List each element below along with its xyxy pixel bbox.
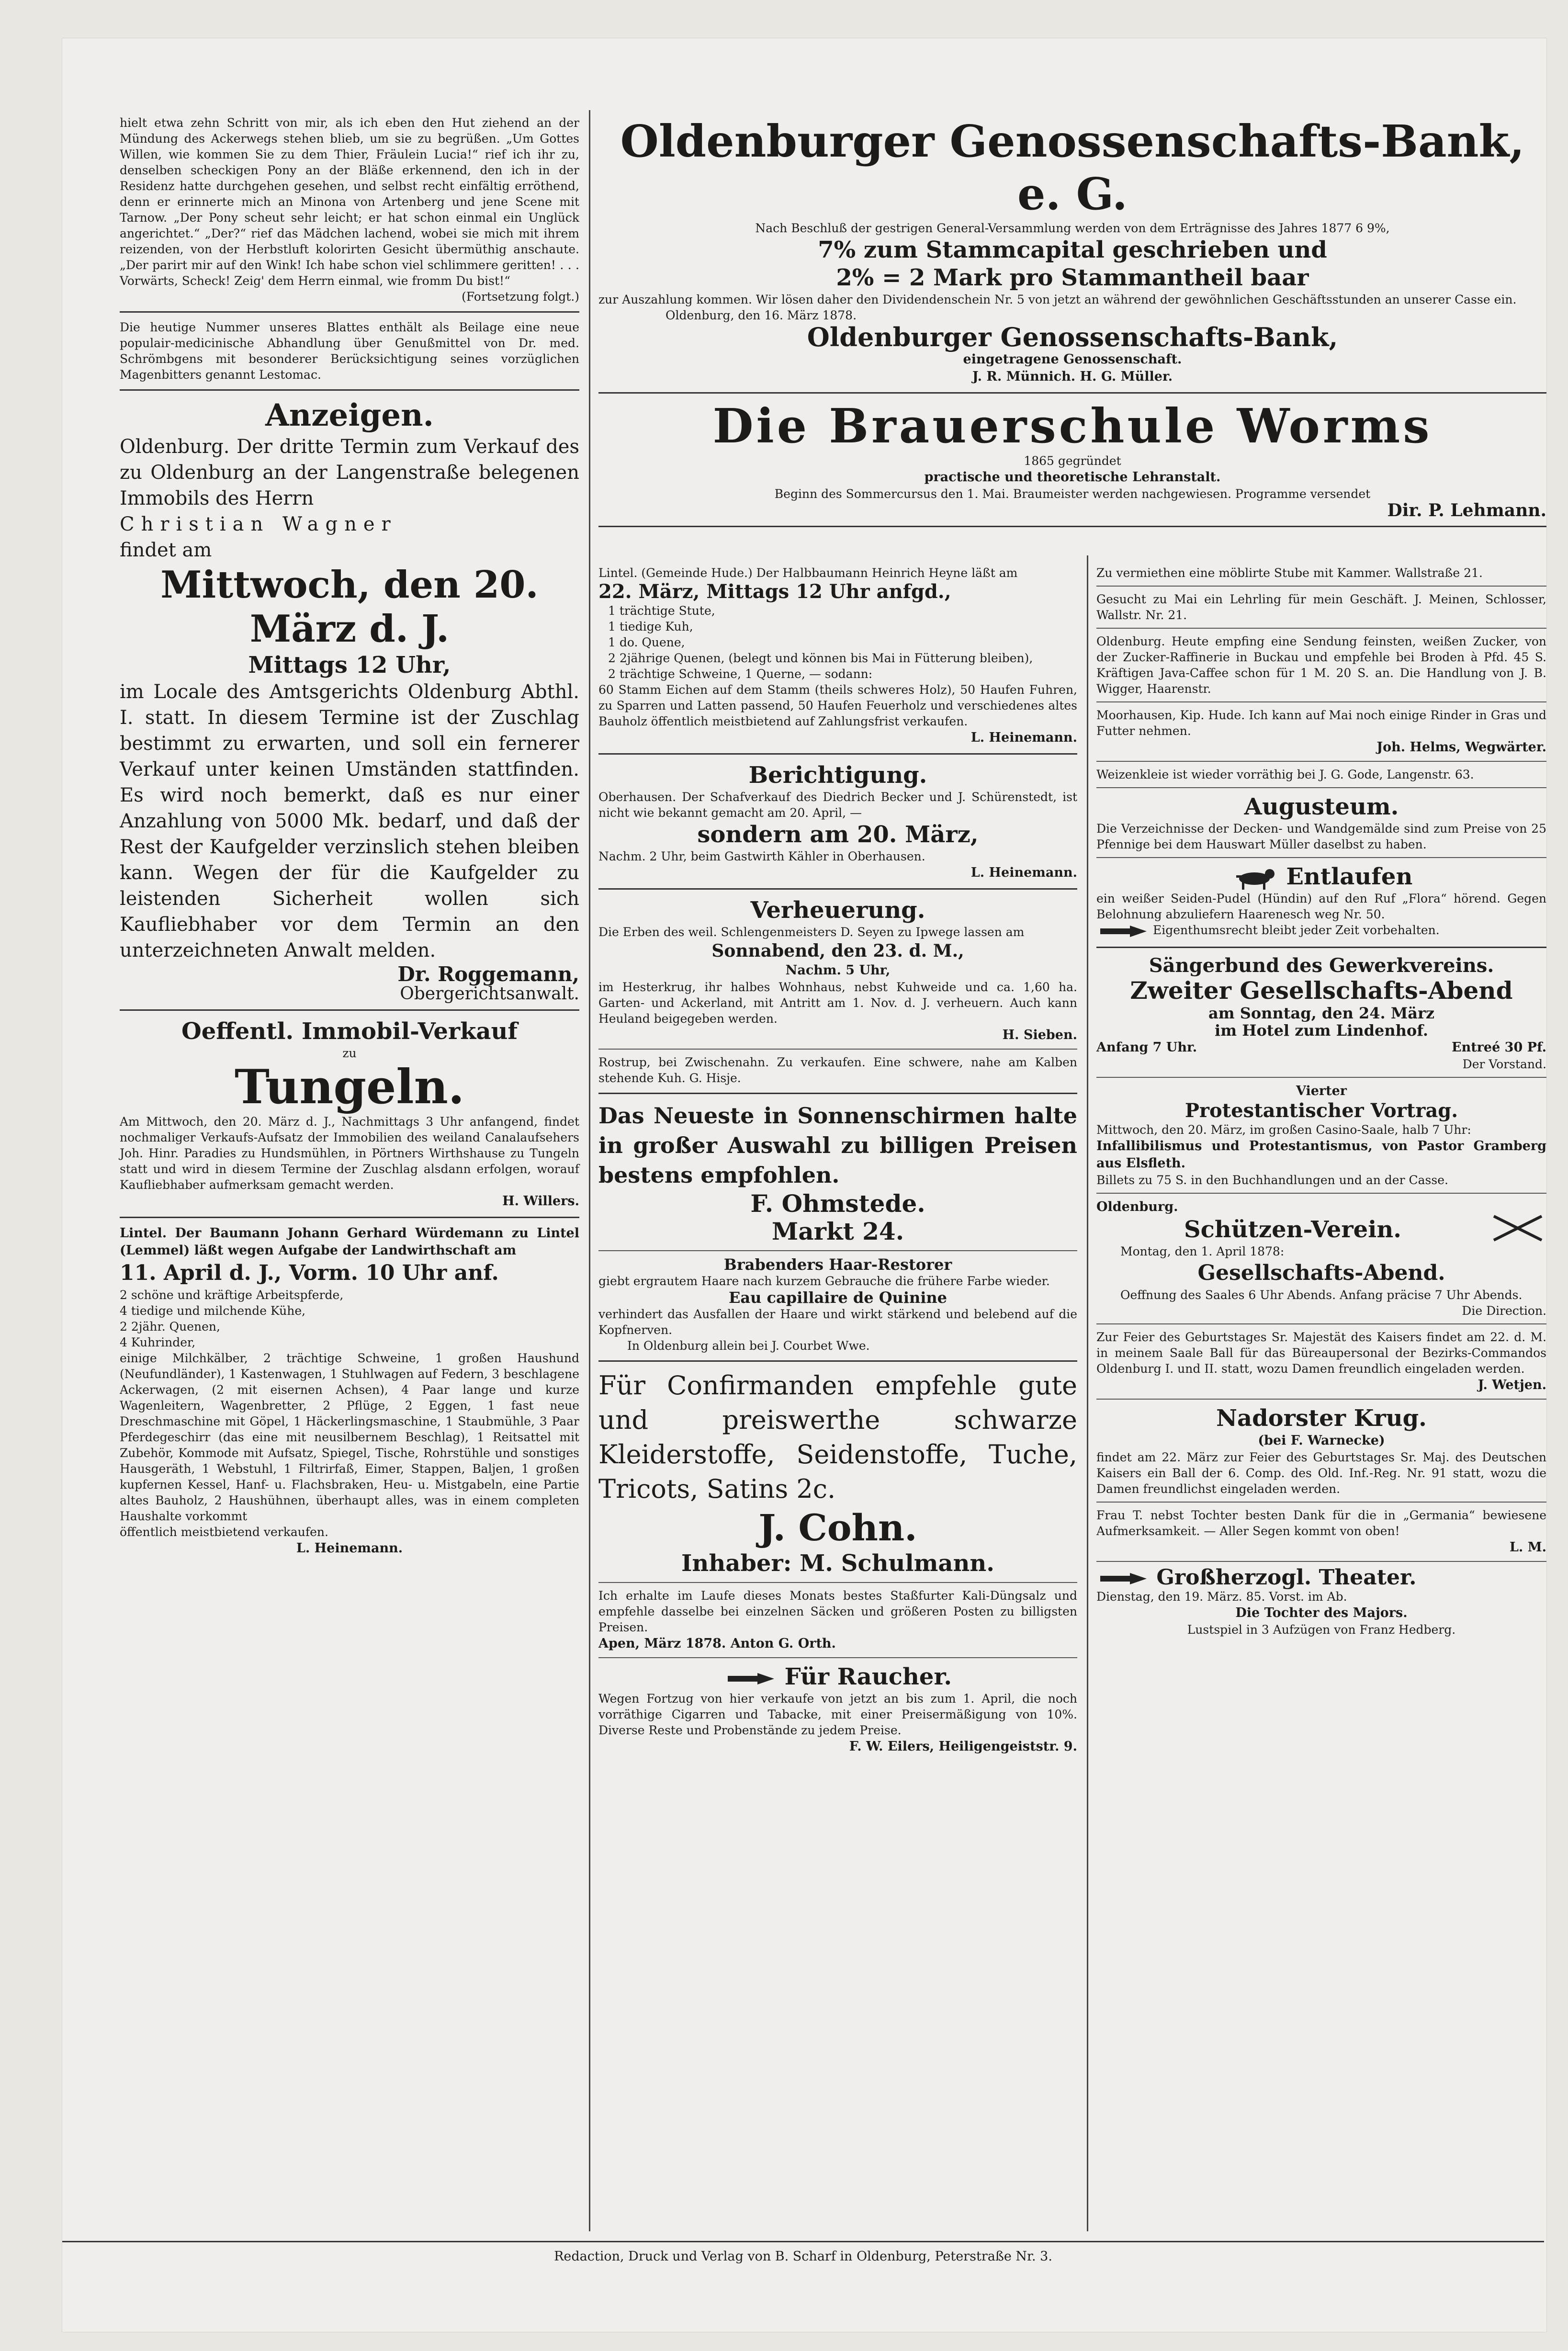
inn-subtitle: (bei F. Warnecke) [1258, 1433, 1385, 1448]
auction-date: Mittwoch, den 20. März d. J. [160, 563, 539, 651]
crossed-rifles-icon [1489, 1214, 1546, 1243]
choir-heading: Sängerbund des Gewerkvereins. [1149, 954, 1494, 977]
pointing-hand-icon [1096, 1570, 1149, 1587]
hair-restorer-title: Brabenders Haar-Restorer [723, 1255, 952, 1274]
augusteum-heading: Augusteum. [1244, 793, 1399, 820]
brewery-line: Beginn des Sommercursus den 1. Mai. Braumeister werden nachgewiesen. Programme versendet [774, 487, 1371, 501]
brewery-subtitle: practische und theoretische Lehranstalt. [924, 470, 1221, 485]
theatre-subtitle: Lustspiel in 3 Aufzügen von Franz Hedberg. [1187, 1622, 1456, 1637]
parasol-signature: F. Ohmstede. [750, 1189, 925, 1218]
theatre-play: Die Tochter des Majors. [1235, 1605, 1408, 1620]
bank-names: J. R. Münnich. H. G. Müller. [972, 369, 1173, 384]
lecture-pre: Vierter [1296, 1083, 1347, 1098]
divider [120, 1009, 579, 1011]
brewery-signature: Dir. P. Lehmann. [1387, 500, 1546, 520]
divider [1096, 787, 1546, 788]
auction-time: Mittags 12 Uhr, [248, 652, 451, 678]
smokers-title: Für Raucher. [784, 1663, 952, 1690]
column-right [1096, 565, 1546, 1638]
divider [1096, 1399, 1546, 1400]
divider [1096, 1077, 1546, 1078]
cattle-ad: Moorhausen, Kip. Hude. Ich kann auf Mai noch einige Rinder in Gras und Futter nehmen. [1096, 708, 1546, 738]
bank-payout: 2% = 2 Mark pro Stammantheil baar [836, 264, 1309, 291]
thanks-signature: L. M. [1509, 1539, 1546, 1555]
rostrup-ad: Rostrup, bei Zwischenahn. Zu verkaufen. Eine schwere, nahe am Kalben stehende Kuh. G. Hisje. [598, 1055, 1077, 1085]
lease-body: im Hesterkrug, ihr halbes Wohnhaus, nebst Kuhweide und ca. 1,60 ha. Garten- und Ackerland, mit Antritt am 1. Nov. d. J. verheuern. Auch kann Heuland beigegeben werden. [598, 980, 1077, 1026]
thanks-ad: Frau T. nebst Tochter besten Dank für die in „Germania“ bewiesene Aufmerksamkeit. — Aller Segen kommt von oben! [1096, 1508, 1546, 1538]
brewery-title: Die Brauerschule Worms [712, 399, 1433, 454]
divider [120, 311, 579, 313]
sale-body: Am Mittwoch, den 20. März d. J., Nachmittags 3 Uhr anfangend, findet nochmaliger Verkaufs-Aufsatz der Immobilien des weiland Canalaufsehers Joh. Hinr. Paradies zu Hundsmühlen, in Pörtners Wirthshause zu Tungeln statt und wird in diesem Termine der Zuschlag alsdann erfolgen, worauf Kaufliebhaber aufmerksam gemacht werden. [120, 1115, 579, 1192]
lintel-body: einige Milchkälber, 2 trächtige Schweine, 1 großen Haushund (Neufundländer), 1 Kastenwagen, 1 Stuhlwagen auf Federn, 3 beschlagene Ackerwagen, (2 mit eisernen Achsen), 4 Paar lange und kurze Wagenleitern, Wagenbretter, 2 Pflüge, 2 Eggen, 1 fast neue Dreschmaschine mit Göpel, 1 Häckerlingsmaschine, 1 Staubmühle, 3 Paar Pferdegeschirr (das eine mit neusilbernem Beschlag), 1 Reitsattel mit Zubehör, Kommode mit Aufsatz, Spiegel, Tische, Rohrstühle und sonstiges Hausgeräth, 1 Webstuhl, 1 Filtrirfaß, Eimer, Stappen, Baljen, 1 großen kupfernen Kessel, Hanf- u. Flachsbraken, Heu- u. Mistgabeln, eine Partie altes Bauholz, 2 Haushühnen, überhaupt alles, was in einem completen Haushalte vorkommt [120, 1351, 579, 1523]
divider [1096, 947, 1546, 948]
column-middle [598, 565, 1077, 1755]
lintel-item: 4 Kuhrinder, [120, 1335, 196, 1349]
sale-heading: Oeffentl. Immobil-Verkauf [181, 1018, 518, 1045]
hude-item: 1 do. Quene, [608, 635, 685, 649]
quinine-seller: In Oldenburg allein bei J. Courbet Wwe. [627, 1339, 870, 1353]
divider [598, 526, 1546, 527]
story-text: hielt etwa zehn Schritt von mir, als ich eben den Hut ziehend an der Mündung des Ackerwegs stehen blieb, um sie zu begrüßen. „Um Gottes Willen, wie kommen Sie zu dem Thier, Fräulein Lucia!“ rief ich ihr zu, denselben scheckigen Pony an der Bläße erkennend, den ich in der Residenz hatte durchgehen gesehen, und selbst recht einfältig erröthend, denn er erinnerte mich an Minona von Artenberg und jene Scene mit Tarnow. „Der Pony scheut sehr leicht; er hat schon einmal ein Unglück angerichtet.“ „Der?“ rief das Mädchen lachend, wobei sie mich mit ihrem reizenden, von der Herbstluft kolorirten Gesicht übermüthig anschaute. „Der parirt mir auf den Wink! Ich habe schon viel schlimmere geritten! . . . Vorwärts, Scheck! Zeig' dem Herrn einmal, wie fromm Du bist!“ [120, 116, 579, 288]
runaway-title: Entlaufen [1286, 863, 1413, 890]
divider [598, 1049, 1077, 1050]
lecture-heading: Protestantischer Vortrag. [1184, 1099, 1458, 1122]
runaway-heading [1096, 863, 1546, 891]
correction-date: sondern am 20. März, [697, 821, 979, 848]
hude-signature: L. Heinemann. [970, 730, 1077, 745]
lintel-item: 4 tiedige und milchende Kühe, [120, 1304, 306, 1318]
smokers-signature: F. W. Eilers, Heiligengeiststr. 9. [849, 1739, 1077, 1754]
pointing-hand-icon [724, 1670, 777, 1687]
bank-title: Oldenburger Genossenschafts-Bank, e. G. [620, 115, 1525, 220]
bank-date: Oldenburg, den 16. März 1878. [666, 308, 857, 322]
choir-event: Zweiter Gesellschafts-Abend [1130, 976, 1513, 1005]
rifle-club-times: Oeffnung des Saales 6 Uhr Abends. Anfang präcise 7 Uhr Abends. [1120, 1288, 1523, 1302]
footer-imprint: Redaction, Druck und Verlag von B. Scharf in Oldenburg, Peterstraße Nr. 3. [62, 2241, 1544, 2264]
choir-info [1096, 1039, 1546, 1056]
lease-time: Nachm. 5 Uhr, [785, 963, 891, 978]
choir-time: Anfang 7 Uhr. [1096, 1040, 1197, 1055]
correction-heading: Berichtigung. [748, 762, 927, 789]
auction-intro: Oldenburg. Der dritte Termin zum Verkauf des zu Oldenburg an der Langenstraße belegenen Immobils des Herrn [120, 436, 579, 509]
divider [120, 389, 579, 391]
bank-capital: 7% zum Stammcapital geschrieben und [818, 237, 1327, 263]
sugar-ad: Oldenburg. Heute empfing eine Sendung feinsten, weißen Zucker, von der Zucker-Raffinerie in Buckau und empfehle bei Broden à Pfd. 45 S. Kräftigen Java-Caffee schon für 1 M. 20 S. an. Die Handlung von J. B. Wigger, Haarenstr. [1096, 634, 1546, 696]
runaway-body2 [1096, 922, 1546, 940]
sale-zu: zu [342, 1046, 357, 1060]
brewery-year: 1865 gegründet [1024, 454, 1121, 468]
auction-signature-title: Obergerichtsanwalt. [400, 984, 579, 1004]
divider [1096, 857, 1546, 858]
supplement-notice: Die heutige Nummer unseres Blattes enthält als Beilage eine neue populair-medicinische Abhandlung über Genußmittel von Dr. med. Schrömbgens mit besonderer Berücksichtigung seines vorzüglichen Magenbitters genannt Lestomac. [120, 320, 579, 382]
correction-body: Oberhausen. Der Schafverkauf des Diedrich Becker und J. Schürenstedt, ist nicht wie bekannt gemacht am 20. April, — [598, 790, 1077, 820]
parasol-address: Markt 24. [771, 1217, 904, 1245]
rifle-club-name: Schützen-Verein. [1184, 1216, 1402, 1243]
theatre-title: Großherzogl. Theater. [1156, 1565, 1417, 1590]
divider [1096, 1561, 1546, 1562]
divider [598, 753, 1077, 755]
auction-signature: Dr. Roggemann, [397, 962, 579, 986]
hude-body: 60 Stamm Eichen auf dem Stamm (theils schweres Holz), 50 Haufen Fuhren, zu Sparren und Latten passend, 50 Haufen Feuerholz und verschiedenes altes Bauholz öffentlich meistbietend auf Zahlungsfrist verkaufen. [598, 683, 1077, 728]
runaway-body: ein weißer Seiden-Pudel (Hündin) auf den Ruf „Flora“ hörend. Gegen Belohnung abzuliefern Haarenesch weg Nr. 50. [1096, 892, 1546, 921]
lintel-item: 2 2jähr. Quenen, [120, 1320, 220, 1334]
divider [1096, 1502, 1546, 1503]
fertilizer-signature: Apen, März 1878. Anton G. Orth. [598, 1636, 836, 1651]
divider [1096, 628, 1546, 629]
divider [598, 1250, 1077, 1251]
hude-item: 2 2jährige Quenen, (belegt und können bis Mai in Fütterung bleiben), [608, 651, 1033, 665]
correction-body2: Nachm. 2 Uhr, beim Gastwirth Kähler in Oberhausen. [598, 849, 925, 863]
divider [598, 1360, 1077, 1362]
smokers-body: Wegen Fortzug von hier verkaufe von jetzt an bis zum 1. April, die noch vorräthige Cigarren und Tabacke, mit einer Preisermäßigung von 10%. Diverse Reste und Probenstände zu jedem Preise. [598, 1692, 1077, 1737]
smokers-heading [598, 1663, 1077, 1691]
lease-heading: Verheuerung. [750, 897, 925, 924]
augusteum-body: Die Verzeichnisse der Decken- und Wandgemälde sind zum Preise von 25 Pfennige bei dem Hauswart Müller daselbst zu haben. [1096, 822, 1546, 851]
divider [598, 1582, 1077, 1583]
kaiser-ball-ad: Zur Feier des Geburtstages Sr. Majestät des Kaisers findet am 22. d. M. in meinem Saale Ball für das Büreaupersonal der Bezirks-Commandos Oldenburg I. und II. statt, wozu Damen freundlich eingeladen werden. [1096, 1330, 1546, 1376]
choir-place: im Hotel zum Lindenhof. [1215, 1021, 1428, 1040]
rifle-club-date: Montag, den 1. April 1878: [1120, 1244, 1285, 1258]
lintel-heading: Lintel. Der Baumann Johann Gerhard Würdemann zu Lintel (Lemmel) läßt wegen Aufgabe der Landwirthschaft am [120, 1226, 579, 1258]
ads-heading: Anzeigen. [265, 397, 434, 433]
choir-signature: Der Vorstand. [1462, 1057, 1546, 1071]
divider [1096, 701, 1546, 702]
story-continued: (Fortsetzung folgt.) [462, 290, 579, 304]
column-rule-2 [1087, 555, 1088, 2231]
hair-restorer-body: giebt ergrautem Haare nach kurzem Gebrauche die frühere Farbe wieder. [598, 1274, 1050, 1288]
hude-date: 22. März, Mittags 12 Uhr anfgd., [598, 580, 951, 603]
bran-ad: Weizenkleie ist wieder vorräthig bei J. G. Gode, Langenstr. 63. [1096, 768, 1474, 781]
parasol-ad: Das Neueste in Sonnenschirmen halte in großer Auswahl zu billigen Preisen bestens empfohlen. [598, 1103, 1077, 1188]
auction-owner: Christian Wagner [120, 513, 397, 535]
sale-place: Tungeln. [235, 1060, 464, 1115]
rent-ad: Zu vermiethen eine möblirte Stube mit Kammer. Wallstraße 21. [1096, 566, 1483, 580]
bank-signature: Oldenburger Genossenschafts-Bank, [807, 322, 1338, 352]
divider [1096, 761, 1546, 762]
divider [598, 1093, 1077, 1094]
theatre-heading [1096, 1567, 1546, 1589]
lease-signature: H. Sieben. [1002, 1028, 1077, 1042]
rifle-club-place: Oldenburg. [1096, 1199, 1178, 1214]
cohn-owner: Inhaber: M. Schulmann. [681, 1550, 995, 1577]
bank-dividend: zur Auszahlung kommen. Wir lösen daher den Dividendenschein Nr. 5 von jetzt an während der gewöhnlichen Geschäftsstunden an unserer Casse ein. [598, 293, 1517, 306]
lintel-date: 11. April d. J., Vorm. 10 Uhr anf. [120, 1261, 499, 1285]
bank-signature-sub: eingetragene Genossenschaft. [963, 352, 1182, 367]
lecture-topic: Infallibilismus und Protestantismus, von Pastor Gramberg aus Elsfleth. [1096, 1138, 1546, 1171]
auction-findet: findet am [120, 539, 212, 561]
divider [598, 392, 1546, 394]
hude-item: 1 tiedige Kuh, [608, 620, 693, 633]
kaiser-ball-signature: J. Wetjen. [1478, 1377, 1546, 1392]
auction-body: im Locale des Amtsgerichts Oldenburg Abthl. I. statt. In diesem Termine ist der Zuschlag bestimmt zu erwarten, und soll ein fernerer Verkauf unter keinen Umständen stattfinden. Es wird noch bemerkt, daß es nur einer Anzahlung von 5000 Mk. bedarf, und daß der Rest der Kaufgelder verzinslich stehen bleiben kann. Wegen der für die Kaufgelder zu leistenden Sicherheit wollen sich Kaufliebhaber vor dem Termin an den unterzeichneten Anwalt melden. [120, 681, 579, 961]
pointing-hand-icon [1096, 923, 1149, 940]
cattle-signature: Joh. Helms, Wegwärter. [1376, 740, 1546, 755]
sale-signature: H. Willers. [502, 1194, 579, 1209]
quinine-body: verhindert das Ausfallen der Haare und wirkt stärkend und belebend auf die Kopfnerven. [598, 1307, 1077, 1337]
divider [1096, 1193, 1546, 1194]
inn-heading: Nadorster Krug. [1216, 1404, 1427, 1432]
column-left [120, 115, 579, 1557]
rifle-club-signature: Die Direction. [1462, 1303, 1546, 1318]
bank-banner [598, 115, 1546, 534]
rifle-club-event: Gesellschafts-Abend. [1197, 1260, 1445, 1285]
choir-price: Entreé 30 Pf. [1452, 1040, 1546, 1055]
runaway-ownership: Eigenthumsrecht bleibt jeder Zeit vorbehalten. [1152, 923, 1440, 937]
theatre-date: Dienstag, den 19. März. 85. Vorst. im Ab. [1096, 1589, 1347, 1604]
divider [1096, 1323, 1546, 1324]
lecture-body: Mittwoch, den 20. März, im großen Casino-Saale, halb 7 Uhr: [1096, 1122, 1471, 1137]
divider [1096, 586, 1546, 587]
lease-date: Sonnabend, den 23. d. M., [711, 941, 964, 961]
quinine-title: Eau capillaire de Quinine [728, 1289, 948, 1307]
correction-signature: L. Heinemann. [970, 865, 1077, 880]
lintel-item: 2 schöne und kräftige Arbeitspferde, [120, 1288, 344, 1302]
lintel-end: öffentlich meistbietend verkaufen. [120, 1525, 328, 1539]
divider [120, 1217, 579, 1218]
lecture-tickets: Billets zu 75 S. in den Buchhandlungen und an der Casse. [1096, 1173, 1448, 1187]
divider [598, 1657, 1077, 1658]
inn-body: findet am 22. März zur Feier des Geburtstages Sr. Maj. des Deutschen Kaisers ein Ball der 6. Comp. des Old. Inf.-Reg. Nr. 91 statt, wozu die Damen freundlichst eingeladen werden. [1096, 1450, 1546, 1496]
apprentice-ad: Gesucht zu Mai ein Lehrling für mein Geschäft. J. Meinen, Schlosser, Wallstr. Nr. 21. [1096, 592, 1546, 622]
column-rule-1 [589, 110, 590, 2231]
bank-line: Nach Beschluß der gestrigen General-Versammlung werden von dem Erträgnisse des Jahres 1877 6 9%, [755, 221, 1390, 235]
choir-date: am Sonntag, den 24. März [1208, 1004, 1435, 1022]
cohn-signature: J. Cohn. [758, 1506, 917, 1549]
fertilizer-ad: Ich erhalte im Laufe dieses Monats bestes Staßfurter Kali-Düngsalz und empfehle dasselbe bei einzelnen Säcken und größeren Posten zu billigsten Preisen. [598, 1589, 1077, 1634]
hude-item: 2 trächtige Schweine, 1 Querne, — sodann: [608, 667, 873, 681]
lintel-signature: L. Heinemann. [296, 1541, 403, 1556]
lease-intro: Die Erben des weil. Schlengenmeisters D. Seyen zu Ipwege lassen am [598, 925, 1025, 939]
confirmation-ad: Für Confirmanden empfehle gute und preiswerthe schwarze Kleiderstoffe, Seidenstoffe, Tuche, Tricots, Satins 2c. [598, 1370, 1077, 1504]
divider [598, 888, 1077, 890]
dog-icon [1230, 867, 1278, 891]
rifle-club-title [1096, 1216, 1546, 1243]
hude-item: 1 trächtige Stute, [608, 604, 715, 618]
hude-heading: Lintel. (Gemeinde Hude.) Der Halbbaumann Heinrich Heyne läßt am [598, 566, 1018, 580]
